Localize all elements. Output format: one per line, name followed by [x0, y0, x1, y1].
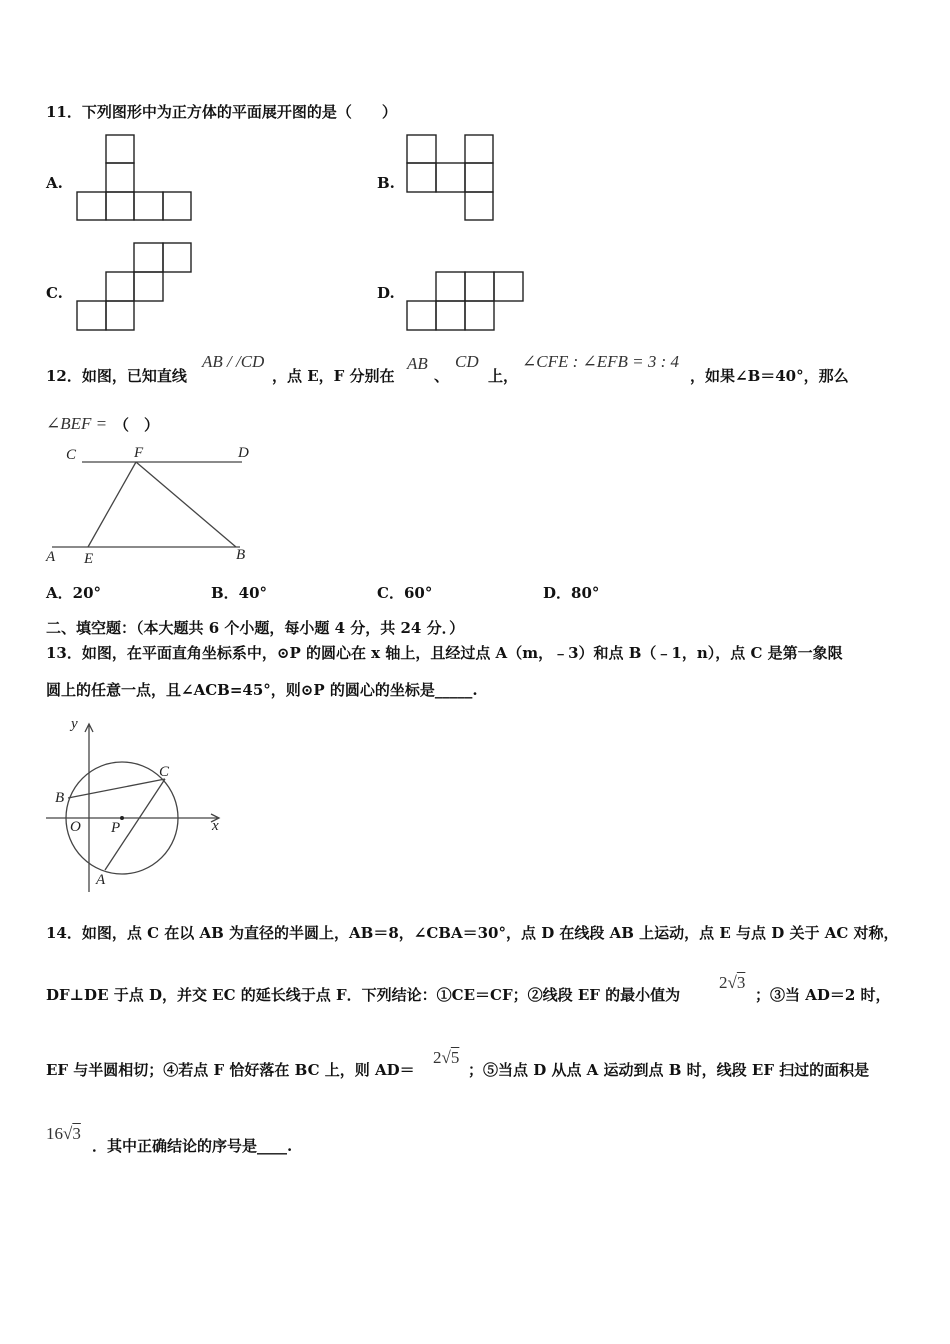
q14-math-16-sqrt-3: 16√3 [46, 1124, 81, 1143]
q13-label-c: C [159, 764, 170, 780]
q14-line-3-part-1: EF 与半圆相切；④若点 F 恰好落在 BC 上，则 AD＝ [46, 1061, 415, 1079]
q13-line-1: 13．如图，在平面直角坐标系中，⊙P 的圆心在 x 轴上，且经过点 A（m，﹣3）和点 B（﹣1，n），点 C 是第一象限 [46, 644, 843, 662]
q11-stem: 11．下列图形中为正方体的平面展开图的是（ ） [46, 103, 397, 121]
q13-label-y: y [71, 716, 78, 732]
q13-label-x: x [212, 818, 219, 834]
q11-option-c-label: C. [46, 284, 63, 302]
q12-math-ab-parallel-cd: AB / /CD [202, 352, 265, 371]
q12-math-ab: AB [407, 354, 428, 373]
q14-line-2-part-2: ；③当 AD＝2 时， [755, 986, 891, 1004]
q12-text-6: （ ） [114, 416, 160, 434]
q13-line-2: 圆上的任意一点，且∠ACB=45°，则⊙P 的圆心的坐标是_____. [46, 681, 478, 699]
q14-line-1: 14．如图，点 C 在以 AB 为直径的半圆上，AB＝8，∠CBA＝30°，点 D 在线段 AB 上运动，点 E 与点 D 关于 AC 对称， [46, 924, 899, 942]
q12-label-d: D [238, 445, 249, 461]
q12-math-cd: CD [455, 352, 479, 371]
q13-point-p [120, 816, 124, 820]
q13-label-b: B [55, 790, 65, 806]
q13-label-a: A [96, 872, 106, 888]
q11-option-b-label: B. [377, 174, 395, 192]
q12-option-a: A．20° [46, 584, 102, 602]
q11-option-a-label: A. [46, 174, 63, 192]
q12-label-b: B [236, 547, 246, 563]
q13-label-p: P [111, 820, 121, 836]
q12-text-3: 、 [434, 367, 450, 385]
q12-option-d: D．80° [543, 584, 600, 602]
q12-option-b: B．40° [211, 584, 268, 602]
q12-math-angle-bef: ∠BEF = [46, 414, 108, 433]
q12-text-5: ，如果∠B＝40°，那么 [690, 367, 849, 385]
q12-label-f: F [134, 445, 144, 461]
q12-text-2: ，点 E，F 分别在 [272, 367, 395, 385]
q12-text-4: 上， [488, 367, 519, 385]
q13-label-o: O [70, 819, 81, 835]
q11-option-d-label: D. [377, 284, 395, 302]
q14-line-3-part-2: ；⑤当点 D 从点 A 运动到点 B 时，线段 EF 扫过的面积是 [468, 1061, 870, 1079]
q14-math-2-sqrt-3: 2√3 [719, 973, 746, 992]
section-2-heading: 二、填空题：（本大题共 6 个小题，每小题 4 分，共 24 分．） [46, 619, 465, 637]
q12-label-c: C [66, 447, 77, 463]
q12-label-a: A [46, 549, 56, 565]
q12-option-c: C．60° [377, 584, 433, 602]
q14-line-2-part-1: DF⊥DE 于点 D，并交 EC 的延长线于点 F．下列结论：①CE＝CF；②线段 EF 的最小值为 [46, 986, 681, 1004]
q14-math-2-sqrt-5: 2√5 [433, 1048, 460, 1067]
q14-line-4: ．其中正确结论的序号是____. [92, 1137, 293, 1155]
q12-math-angle-ratio: ∠CFE : ∠EFB = 3 : 4 [522, 352, 680, 371]
q12-label-e: E [84, 551, 94, 567]
q12-text-1: 12．如图，已知直线 [46, 367, 187, 385]
